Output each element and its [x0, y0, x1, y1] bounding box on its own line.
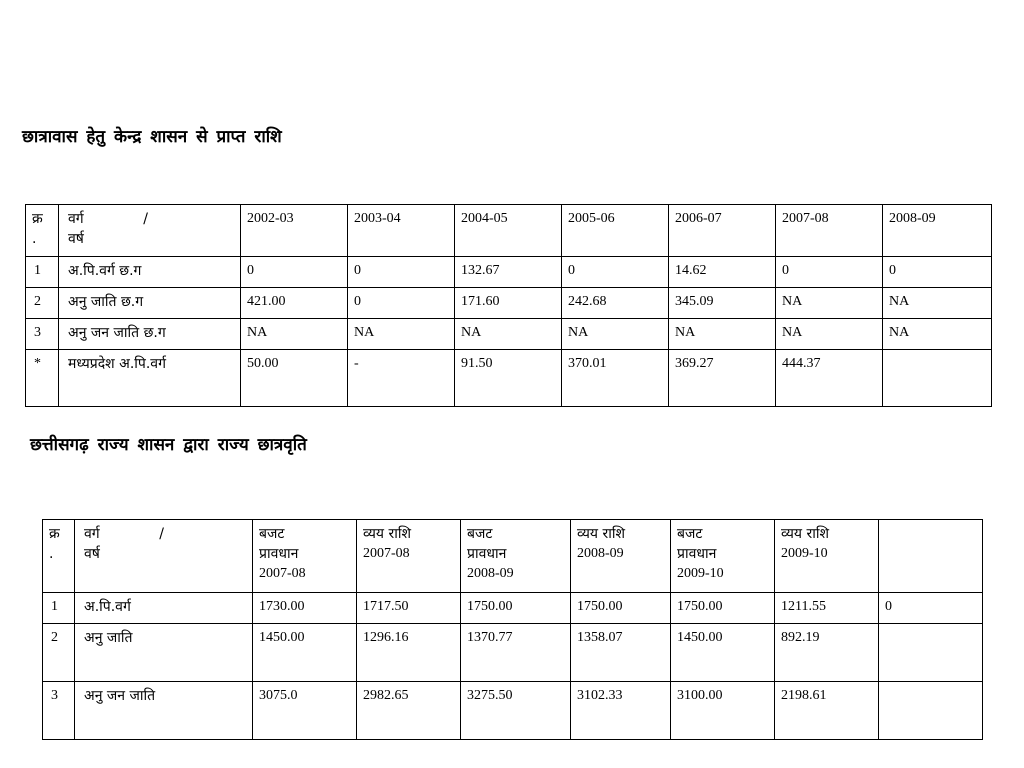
- header-line: बजट: [259, 526, 285, 542]
- header-line: व्यय राशि: [363, 526, 411, 542]
- value-cell: NA: [883, 288, 992, 319]
- table-row: [26, 288, 992, 319]
- value-cell: 1370.77: [461, 624, 571, 682]
- value-cell: NA: [776, 319, 883, 350]
- value-cell: 1450.00: [671, 624, 775, 682]
- expense-header-2007-08: [357, 520, 461, 593]
- value-cell: 0: [562, 257, 669, 288]
- header-line: 2009-10: [781, 546, 828, 561]
- budget-header-2008-09: [461, 520, 571, 593]
- value-cell: 171.60: [455, 288, 562, 319]
- empty-header-cell: [879, 520, 983, 593]
- value-cell: 370.01: [562, 350, 669, 407]
- budget-header-2007-08: [253, 520, 357, 593]
- slash-label: /: [159, 526, 164, 542]
- category-year-header: [59, 205, 241, 257]
- table-header-row: [26, 205, 992, 257]
- value-cell: [879, 624, 983, 682]
- heading-hostel-central-funds: छात्रावास हेतु केन्द्र शासन से प्राप्त राशि: [22, 127, 282, 147]
- header-line: 2007-08: [259, 566, 306, 581]
- scholarship-table: [42, 519, 983, 740]
- value-cell: 14.62: [669, 257, 776, 288]
- value-cell: 444.37: [776, 350, 883, 407]
- serial-header: क्र .: [43, 520, 75, 593]
- serial-cell: 2: [26, 288, 59, 319]
- value-cell: 345.09: [669, 288, 776, 319]
- header-line: व्यय राशि: [781, 526, 829, 542]
- expense-header-2008-09: [571, 520, 671, 593]
- year-header: 2008-09: [883, 205, 992, 257]
- header-line: व्यय राशि: [577, 526, 625, 542]
- year-label: वर्ष: [84, 546, 100, 562]
- header-line: बजट: [467, 526, 493, 542]
- table-row: [26, 319, 992, 350]
- value-cell: 91.50: [455, 350, 562, 407]
- value-cell: 3100.00: [671, 682, 775, 740]
- year-header: 2007-08: [776, 205, 883, 257]
- year-header: 2004-05: [455, 205, 562, 257]
- value-cell: [883, 350, 992, 407]
- value-cell: 421.00: [241, 288, 348, 319]
- serial-cell: *: [26, 350, 59, 407]
- category-cell: अनु जन जाति छ.ग: [59, 319, 241, 350]
- value-cell: 1450.00: [253, 624, 357, 682]
- value-cell: NA: [776, 288, 883, 319]
- header-line: 2009-10: [677, 566, 724, 581]
- table-header-row: [43, 520, 983, 593]
- value-cell: 0: [241, 257, 348, 288]
- category-year-header: [75, 520, 253, 593]
- value-cell: 0: [776, 257, 883, 288]
- hostel-funds-table: [25, 204, 992, 407]
- value-cell: 0: [883, 257, 992, 288]
- serial-cell: 3: [43, 682, 75, 740]
- category-cell: अनु जाति: [75, 624, 253, 682]
- header-line: 2008-09: [577, 546, 624, 561]
- serial-header: क्र .: [26, 205, 59, 257]
- value-cell: 892.19: [775, 624, 879, 682]
- serial-cell: 3: [26, 319, 59, 350]
- serial-cell: 1: [43, 593, 75, 624]
- table-row: [26, 350, 992, 407]
- category-cell: अ.पि.वर्ग: [75, 593, 253, 624]
- header-line: 2008-09: [467, 566, 514, 581]
- table-row: [43, 682, 983, 740]
- category-label: वर्ग: [68, 211, 84, 227]
- expense-header-2009-10: [775, 520, 879, 593]
- value-cell: 1211.55: [775, 593, 879, 624]
- serial-cell: 1: [26, 257, 59, 288]
- heading-state-scholarship: छत्तीसगढ़ राज्य शासन द्वारा राज्य छात्रवृति: [30, 435, 307, 455]
- value-cell: 1750.00: [461, 593, 571, 624]
- year-header: 2002-03: [241, 205, 348, 257]
- value-cell: 3275.50: [461, 682, 571, 740]
- budget-header-2009-10: [671, 520, 775, 593]
- category-cell: अनु जन जाति: [75, 682, 253, 740]
- value-cell: NA: [562, 319, 669, 350]
- value-cell: NA: [669, 319, 776, 350]
- value-cell: 0: [348, 288, 455, 319]
- header-line: प्रावधान: [677, 546, 717, 562]
- value-cell: -: [348, 350, 455, 407]
- category-cell: अनु जाति छ.ग: [59, 288, 241, 319]
- value-cell: 1717.50: [357, 593, 461, 624]
- value-cell: 1358.07: [571, 624, 671, 682]
- value-cell: 0: [348, 257, 455, 288]
- table-row: [43, 593, 983, 624]
- value-cell: 2198.61: [775, 682, 879, 740]
- category-label: वर्ग: [84, 526, 100, 542]
- value-cell: 1730.00: [253, 593, 357, 624]
- year-header: 2003-04: [348, 205, 455, 257]
- value-cell: NA: [455, 319, 562, 350]
- year-header: 2005-06: [562, 205, 669, 257]
- value-cell: [879, 682, 983, 740]
- serial-cell: 2: [43, 624, 75, 682]
- value-cell: 3075.0: [253, 682, 357, 740]
- header-line: प्रावधान: [467, 546, 507, 562]
- year-header: 2006-07: [669, 205, 776, 257]
- year-label: वर्ष: [68, 231, 84, 247]
- value-cell: 369.27: [669, 350, 776, 407]
- value-cell: NA: [241, 319, 348, 350]
- value-cell: 1750.00: [571, 593, 671, 624]
- value-cell: 1750.00: [671, 593, 775, 624]
- header-line: प्रावधान: [259, 546, 299, 562]
- value-cell: NA: [348, 319, 455, 350]
- slash-label: /: [143, 211, 148, 227]
- table-row: [43, 624, 983, 682]
- header-line: 2007-08: [363, 546, 410, 561]
- value-cell: 242.68: [562, 288, 669, 319]
- value-cell: 0: [879, 593, 983, 624]
- value-cell: 132.67: [455, 257, 562, 288]
- category-cell: अ.पि.वर्ग छ.ग: [59, 257, 241, 288]
- value-cell: 2982.65: [357, 682, 461, 740]
- value-cell: NA: [883, 319, 992, 350]
- table-row: [26, 257, 992, 288]
- category-cell: मध्यप्रदेश अ.पि.वर्ग: [59, 350, 241, 407]
- header-line: बजट: [677, 526, 703, 542]
- value-cell: 3102.33: [571, 682, 671, 740]
- value-cell: 1296.16: [357, 624, 461, 682]
- value-cell: 50.00: [241, 350, 348, 407]
